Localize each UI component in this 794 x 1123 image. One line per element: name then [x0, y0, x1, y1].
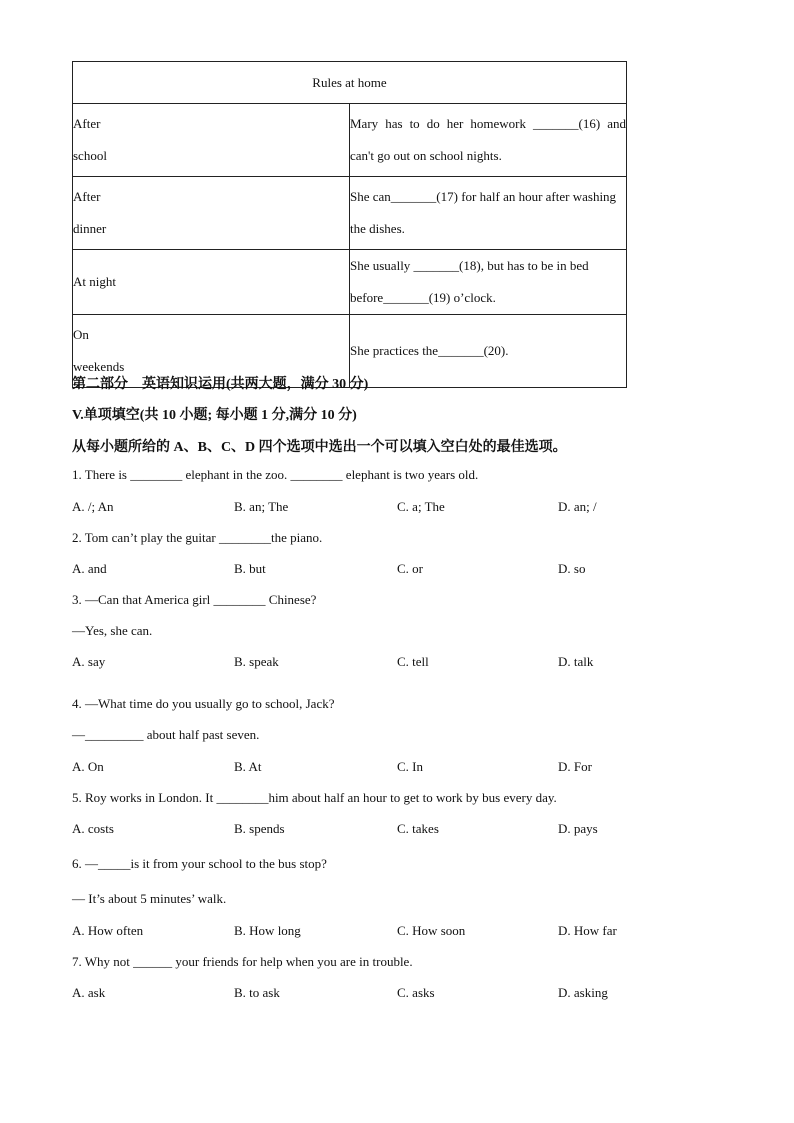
question-5: 5. Roy works in London. It ________him about half an hour to get to work by bus every day. — [72, 790, 557, 805]
option-d[interactable]: D. talk — [558, 654, 594, 669]
option-a[interactable]: A. costs — [72, 821, 114, 836]
option-b[interactable]: B. to ask — [234, 985, 280, 1000]
row-content: She usually _______(18), but has to be in bed before_______(19) o’clock. — [350, 250, 627, 315]
row-content: She can_______(17) for half an hour after washing the dishes. — [350, 177, 627, 250]
option-c[interactable]: C. tell — [397, 654, 429, 669]
question-6: 6. —_____is it from your school to the bus stop? — [72, 856, 327, 871]
option-b[interactable]: B. an; The — [234, 499, 289, 514]
rules-table — [72, 61, 627, 388]
option-a[interactable]: A. ask — [72, 985, 106, 1000]
question-6-answer-line: — It’s about 5 minutes’ walk. — [72, 891, 227, 906]
options-4 — [72, 759, 712, 777]
row-label: At night — [73, 250, 350, 315]
option-d[interactable]: D. pays — [558, 821, 598, 836]
option-c[interactable]: C. asks — [397, 985, 435, 1000]
option-c[interactable]: C. How soon — [397, 923, 466, 938]
question-7: 7. Why not ______ your friends for help when you are in trouble. — [72, 954, 413, 969]
question-3-answer-line: —Yes, she can. — [72, 623, 153, 638]
instruction: 从每小题所给的 A、B、C、D 四个选项中选出一个可以填入空白处的最佳选项。 — [72, 440, 567, 455]
option-b[interactable]: B. At — [234, 759, 262, 774]
options-1 — [72, 499, 712, 517]
option-a[interactable]: A. /; An — [72, 499, 114, 514]
option-d[interactable]: D. How far — [558, 923, 617, 938]
section-heading: V.单项填空(共 10 小题; 每小题 1 分,满分 10 分) — [72, 408, 357, 423]
option-a[interactable]: A. On — [72, 759, 104, 774]
option-c[interactable]: C. takes — [397, 821, 439, 836]
question-1: 1. There is ________ elephant in the zoo. ________ elephant is two years old. — [72, 467, 479, 482]
part-heading: 第二部分 英语知识运用(共两大题，满分 30 分) — [72, 377, 369, 392]
row-label: After school — [73, 104, 350, 177]
option-d[interactable]: D. an; / — [558, 499, 597, 514]
option-a[interactable]: A. say — [72, 654, 106, 669]
option-a[interactable]: A. How often — [72, 923, 144, 938]
question-4: 4. —What time do you usually go to school, Jack? — [72, 696, 335, 711]
option-b[interactable]: B. How long — [234, 923, 301, 938]
row-content: She practices the_______(20). — [350, 315, 627, 388]
table-row — [73, 104, 627, 177]
option-c[interactable]: C. In — [397, 759, 423, 774]
row-label: On weekends — [73, 315, 350, 388]
option-b[interactable]: B. but — [234, 561, 266, 576]
row-label: After dinner — [73, 177, 350, 250]
option-d[interactable]: D. For — [558, 759, 592, 774]
options-2 — [72, 561, 712, 579]
option-d[interactable]: D. asking — [558, 985, 608, 1000]
options-3 — [72, 654, 712, 672]
table-title: Rules at home — [73, 62, 627, 104]
option-a[interactable]: A. and — [72, 561, 107, 576]
options-6 — [72, 923, 712, 941]
option-c[interactable]: C. or — [397, 561, 423, 576]
table-row — [73, 250, 627, 315]
question-2: 2. Tom can’t play the guitar ________the piano. — [72, 530, 323, 545]
options-7 — [72, 985, 712, 1003]
option-c[interactable]: C. a; The — [397, 499, 445, 514]
option-b[interactable]: B. spends — [234, 821, 285, 836]
question-3: 3. —Can that America girl ________ Chinese? — [72, 592, 317, 607]
option-b[interactable]: B. speak — [234, 654, 279, 669]
row-content: Mary has to do her homework _______(16) and can't go out on school nights. — [350, 104, 627, 177]
table-row — [73, 177, 627, 250]
option-d[interactable]: D. so — [558, 561, 586, 576]
question-4-answer-line: —_________ about half past seven. — [72, 727, 260, 742]
options-5 — [72, 821, 712, 839]
